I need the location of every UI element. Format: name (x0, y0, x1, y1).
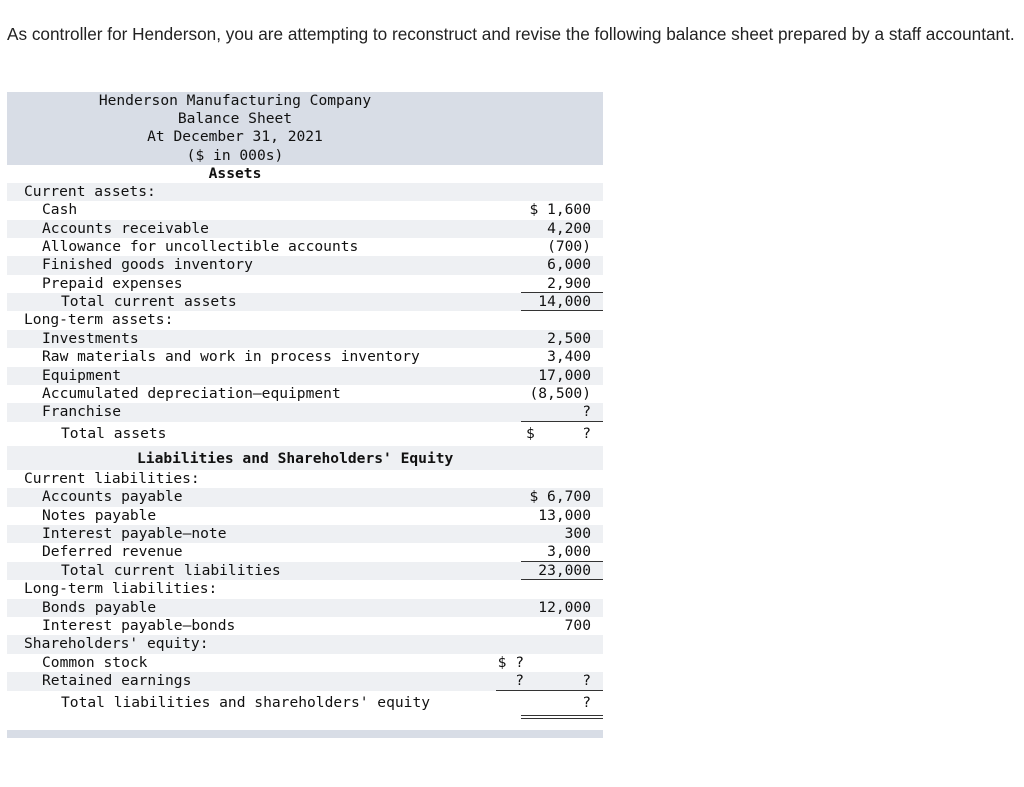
franchise-row: Franchise ? (7, 403, 603, 421)
statement-date: At December 31, 2021 (147, 128, 323, 146)
cash-row: Cash $ 1,600 (42, 201, 591, 219)
finished-goods-row: Finished goods inventory 6,000 (7, 256, 603, 274)
company-name: Henderson Manufacturing Company (98, 92, 372, 109)
interest-note-row: Interest payable—note 300 (7, 525, 603, 543)
cash-value: $ 1,600 (529, 201, 591, 219)
total-current-liabilities-row: Total current liabilities 23,000 (7, 562, 603, 580)
equity-heading: Shareholders' equity: (7, 635, 603, 653)
allowance-row: Allowance for uncollectible accounts (700) (42, 237, 591, 255)
total-liabilities-equity-value: ? (582, 693, 591, 711)
ap-row: Accounts payable $ 6,700 (7, 488, 603, 506)
liabilities-equity-heading: Liabilities and Shareholders' Equity (7, 446, 603, 470)
equity-total-value: ? (582, 672, 591, 690)
retained-earnings-row: Retained earnings ? ? (7, 672, 603, 690)
assets-heading: Assets (208, 164, 262, 182)
common-stock-row: Common stock $ ? (42, 653, 524, 671)
statement-title: Balance Sheet (177, 110, 293, 128)
units-note: ($ in 000s) (186, 146, 284, 164)
notes-payable-row: Notes payable 13,000 (42, 506, 591, 524)
total-assets-dollar: $ (526, 424, 535, 442)
balance-sheet (7, 92, 603, 715)
sheet-header (7, 92, 603, 165)
raw-wip-row: Raw materials and work in process inventory 3,400 (42, 348, 591, 366)
retained-earnings-value: ? (515, 672, 524, 690)
prepaid-row: Prepaid expenses 2,900 (7, 275, 603, 293)
ar-row: Accounts receivable 4,200 (7, 220, 603, 238)
current-assets-heading: Current assets: (7, 183, 603, 201)
equipment-row: Equipment 17,000 (7, 367, 603, 385)
current-liabilities-heading: Current liabilities: (24, 469, 200, 487)
sheet-bottom-bar (7, 730, 603, 738)
total-assets-row: Total assets $ ? (7, 422, 603, 446)
total-assets-value: ? (582, 424, 591, 442)
investments-row: Investments 2,500 (7, 330, 603, 348)
deferred-revenue-row: Deferred revenue 3,000 (7, 543, 603, 561)
total-current-assets-row: Total current assets 14,000 (7, 293, 603, 311)
bonds-payable-row: Bonds payable 12,000 (7, 599, 603, 617)
accum-dep-row: Accumulated depreciation—equipment (8,500) (42, 385, 591, 403)
longterm-assets-heading: Long-term assets: (24, 311, 174, 329)
longterm-liabilities-heading: Long-term liabilities: (24, 580, 218, 598)
problem-intro: As controller for Henderson, you are attempting to reconstruct and revise the following balance sheet prepared by a staff accountant. (7, 24, 1015, 44)
total-liabilities-equity-row: Total liabilities and shareholders' equity ? (7, 691, 603, 715)
common-stock-value: $ ? (497, 653, 524, 671)
interest-bonds-row: Interest payable—bonds 700 (42, 616, 591, 634)
franchise-value: ? (582, 403, 591, 421)
